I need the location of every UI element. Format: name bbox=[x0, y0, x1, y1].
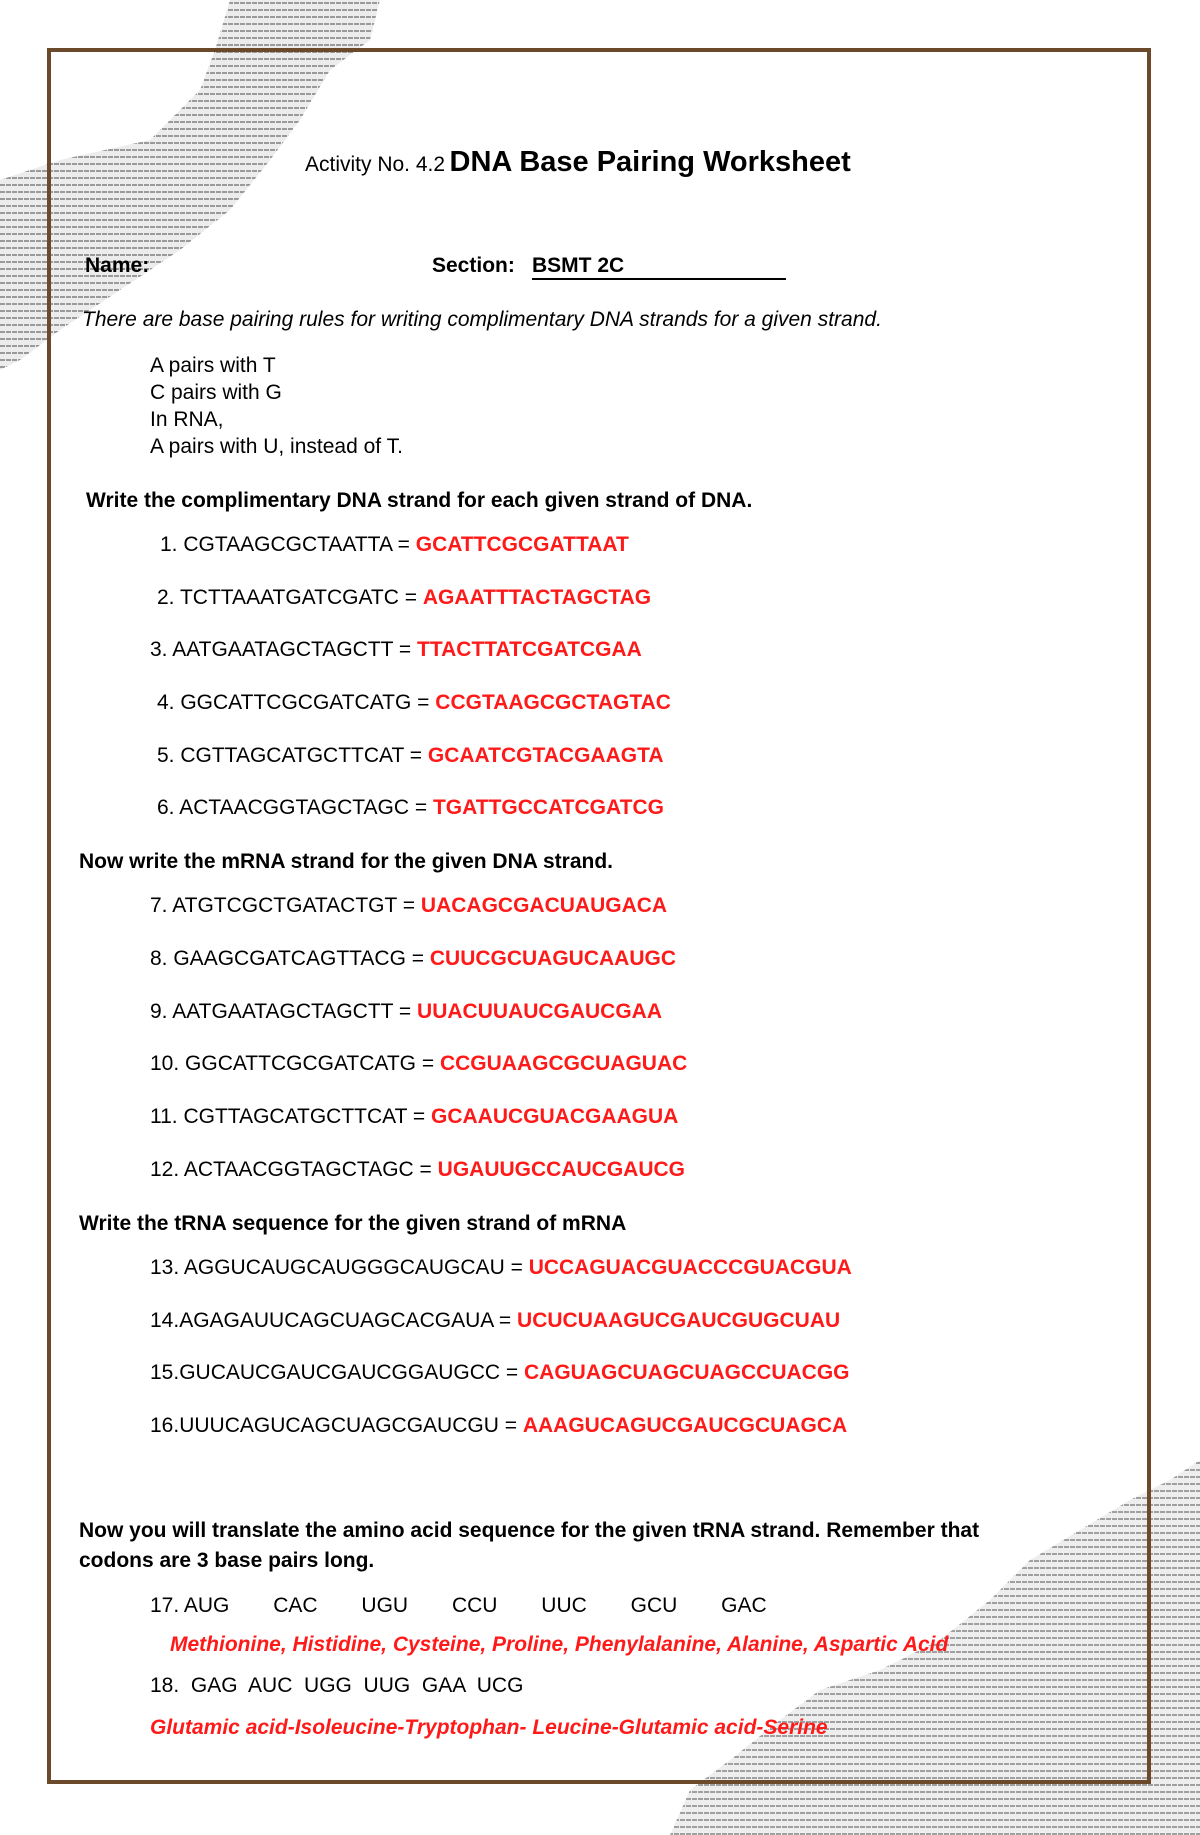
question-item bbox=[157, 586, 651, 610]
question-text: 1. CGTAAGCGCTAATTA = bbox=[160, 533, 410, 556]
question-item bbox=[150, 1256, 852, 1280]
question-text: 14.AGAGAUUCAGCUAGCACGAUA = bbox=[150, 1309, 512, 1332]
question-17 bbox=[150, 1594, 805, 1618]
part3-instruction: Write the tRNA sequence for the given strand of mRNA bbox=[79, 1212, 627, 1235]
question-text: 5. CGTTAGCATGCTTCAT = bbox=[157, 744, 423, 767]
rule-line: A pairs with T bbox=[150, 354, 276, 377]
answer-text: UCCAGUACGUACCCGUACGUA bbox=[528, 1256, 852, 1279]
question-item bbox=[150, 947, 676, 971]
question-item bbox=[150, 1052, 687, 1076]
question-text: 2. TCTTAAATGATCGATC = bbox=[157, 586, 417, 609]
section-value: BSMT 2C bbox=[532, 254, 625, 277]
question-text: 3. AATGAATAGCTAGCTT = bbox=[150, 638, 412, 661]
worksheet-title bbox=[305, 146, 851, 179]
question-item bbox=[150, 1309, 840, 1333]
question-item bbox=[150, 1361, 850, 1385]
answer-text: CCGUAAGCGCUAGUAC bbox=[439, 1052, 688, 1075]
rule-line: A pairs with U, instead of T. bbox=[150, 435, 403, 458]
part1-instruction: Write the complimentary DNA strand for each given strand of DNA. bbox=[86, 489, 753, 512]
question-text: 4. GGCATTCGCGATCATG = bbox=[157, 691, 430, 714]
question-item bbox=[150, 638, 642, 662]
question-item bbox=[150, 894, 667, 918]
question-item bbox=[150, 1105, 678, 1129]
answer-text: GCAAUCGUACGAAGUA bbox=[431, 1105, 679, 1128]
question-item bbox=[160, 533, 629, 557]
codon: GAC bbox=[721, 1594, 767, 1617]
codon: UUC bbox=[541, 1594, 587, 1617]
question-text: 9. AATGAATAGCTAGCTT = bbox=[150, 1000, 412, 1023]
codon: GCU bbox=[630, 1594, 678, 1617]
question-item bbox=[157, 796, 664, 820]
codon: UGU bbox=[361, 1594, 409, 1617]
question-text: 16.UUUCAGUCAGCUAGCGAUCGU = bbox=[150, 1414, 517, 1437]
question-text: 6. ACTAACGGTAGCTAGC = bbox=[157, 796, 428, 819]
question-text: 7. ATGTCGCTGATACTGT = bbox=[150, 894, 416, 917]
answer-18: Glutamic acid-Isoleucine-Tryptophan- Leucine-Glutamic acid-Serine bbox=[150, 1716, 828, 1739]
question-text: 10. GGCATTCGCGATCATG = bbox=[150, 1052, 435, 1075]
rule-line: C pairs with G bbox=[150, 381, 282, 404]
answer-text: CUUCGCUAGUCAAUGC bbox=[429, 947, 677, 970]
answer-text: UACAGCGACUAUGACA bbox=[420, 894, 668, 917]
page-title: DNA Base Pairing Worksheet bbox=[449, 146, 851, 178]
activity-label: Activity No. 4.2 bbox=[305, 153, 446, 176]
answer-text: AAAGUCAGUCGAUCGCUAGCA bbox=[522, 1414, 848, 1437]
question-text: 12. ACTAACGGTAGCTAGC = bbox=[150, 1158, 432, 1181]
answer-text: CAGUAGCUAGCUAGCCUACGG bbox=[524, 1361, 850, 1384]
question-text: 8. GAAGCGATCAGTTACG = bbox=[150, 947, 425, 970]
answer-text: TGATTGCCATCGATCG bbox=[432, 796, 664, 819]
part4-instruction-line2: codons are 3 base pairs long. bbox=[79, 1549, 375, 1572]
question-item bbox=[157, 691, 671, 715]
intro-text: There are base pairing rules for writing complimentary DNA strands for a given strand. bbox=[82, 308, 882, 331]
answer-text: GCATTCGCGATTAAT bbox=[415, 533, 629, 556]
answer-text: UGAUUGCCAUCGAUCG bbox=[437, 1158, 685, 1181]
answer-text: TTACTTATCGATCGAA bbox=[417, 638, 642, 661]
question-17-label: 17. AUG bbox=[150, 1594, 230, 1617]
question-text: 11. CGTTAGCATGCTTCAT = bbox=[150, 1105, 426, 1128]
question-text: 15.GUCAUCGAUCGAUCGGAUGCC = bbox=[150, 1361, 519, 1384]
question-item bbox=[157, 744, 664, 768]
part4-instruction-line1: Now you will translate the amino acid sequence for the given tRNA strand. Remember that bbox=[79, 1519, 980, 1542]
answer-17: Methionine, Histidine, Cysteine, Proline, Phenylalanine, Alanine, Aspartic Acid bbox=[170, 1633, 949, 1656]
question-text: 13. AGGUCAUGCAUGGGCAUGCAU = bbox=[150, 1256, 523, 1279]
answer-text: GCAATCGTACGAAGTA bbox=[427, 744, 664, 767]
question-item bbox=[150, 1000, 662, 1024]
codon: CAC bbox=[273, 1594, 318, 1617]
answer-text: AGAATTTACTAGCTAG bbox=[422, 586, 652, 609]
rule-line: In RNA, bbox=[150, 408, 224, 431]
answer-text: UUACUUAUCGAUCGAA bbox=[417, 1000, 663, 1023]
name-label: Name: bbox=[85, 254, 150, 277]
codon: CCU bbox=[451, 1594, 498, 1617]
answer-text: CCGTAAGCGCTAGTAC bbox=[435, 691, 671, 714]
answer-text: UCUCUAAGUCGAUCGUGCUAU bbox=[517, 1309, 841, 1332]
section-underline bbox=[532, 278, 786, 280]
question-item bbox=[150, 1414, 847, 1438]
question-item bbox=[150, 1158, 685, 1182]
part2-instruction: Now write the mRNA strand for the given DNA strand. bbox=[79, 850, 613, 873]
question-18: 18. GAG AUC UGG UUG GAA UCG bbox=[150, 1674, 524, 1697]
section-label: Section: bbox=[432, 254, 515, 277]
